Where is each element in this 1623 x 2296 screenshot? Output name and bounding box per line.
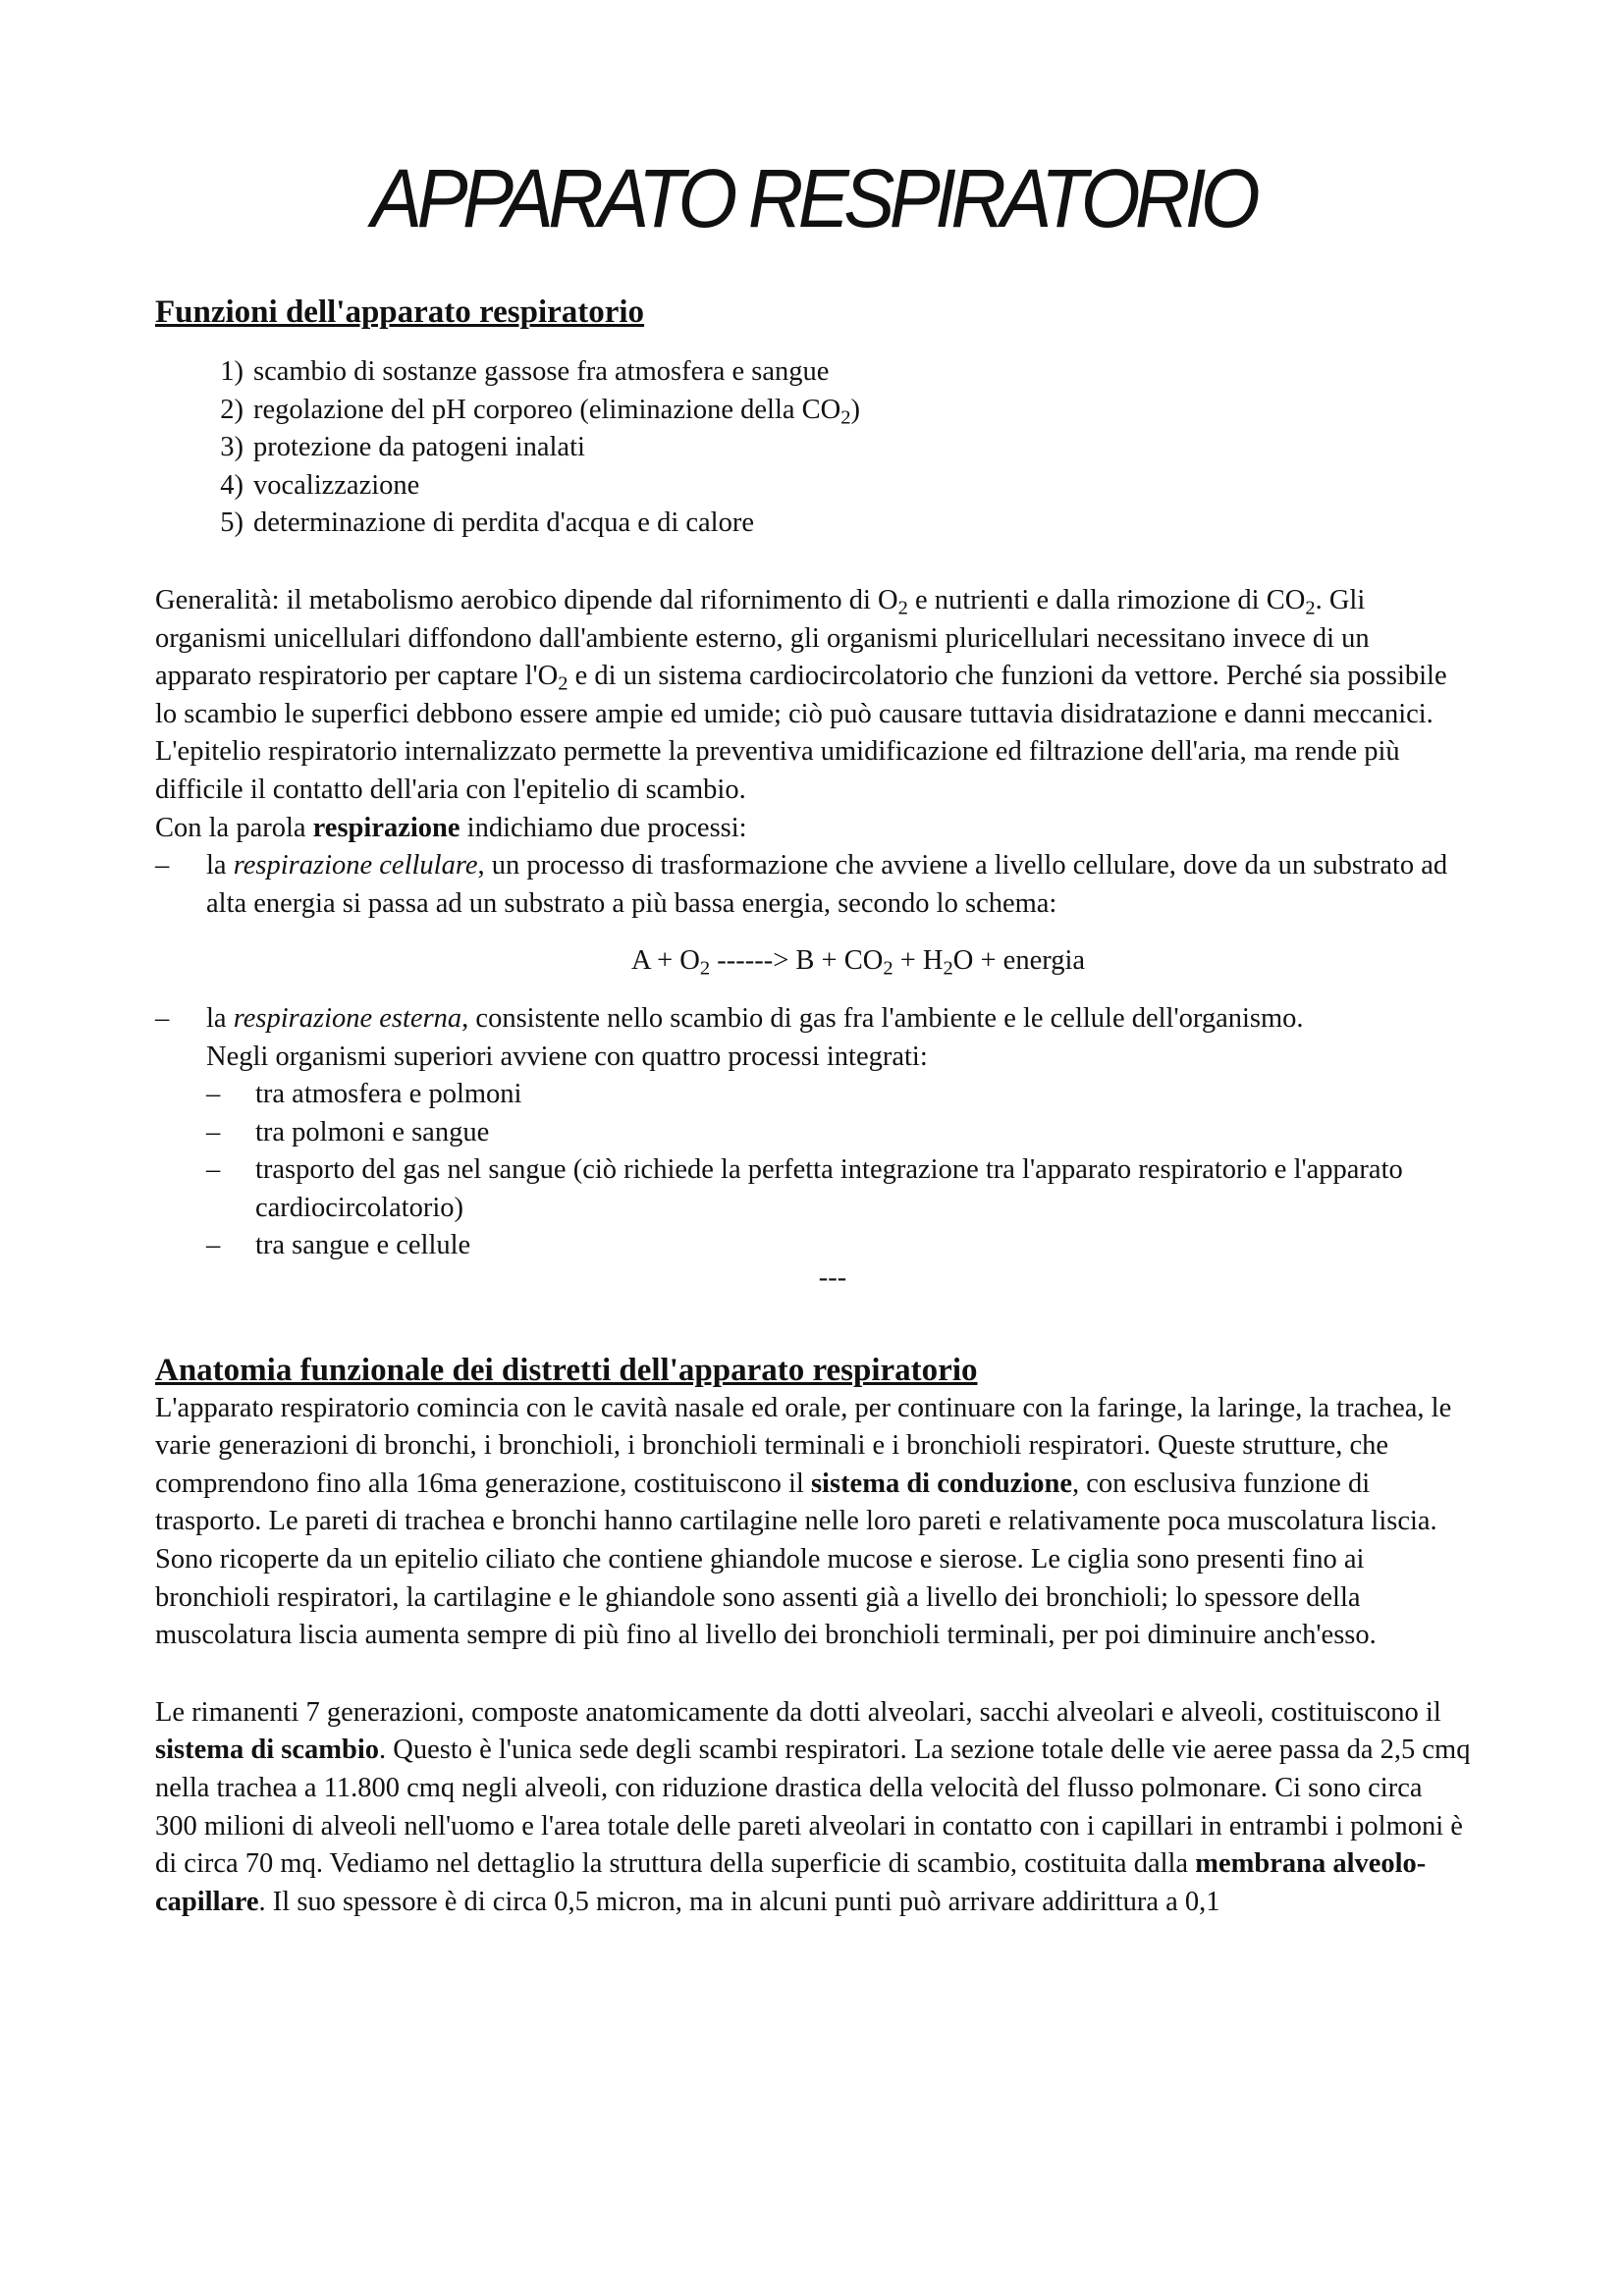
paragraph-generalita: Generalità: il metabolismo aerobico dipende dal rifornimento di $O_2$ e nutrienti e dalla rimozione di $CO_2$. Gli organismi unicellulari diffondono dall'ambiente esterno, gli organismi pluricellulari necessitano invece di un apparato respiratorio per captare $l'O_2$ e di un sistema cardiocircolatorio che funzioni da vettore. Perché sia possibile lo scambio le superfici debbono essere ampie ed umide; ciò può causare tuttavia disidratazione e danni meccanici. L'epitelio respiratorio internalizzato permette la preventiva umidificazione ed filtrazione dell'aria, ma rende più difficile il contatto dell'aria con l'epitelio di scambio. [155, 584, 1447, 805]
section-heading-anatomia: Anatomia funzionale dei distretti dell'apparato respiratorio [155, 1352, 978, 1388]
list-item-respirazione-esterna: – la respirazione esterna, consistente nello scambio di gas fra l'ambiente e le cellule dell'organismo. Negli organismi superiori avviene con quattro processi integrati: – tra atmosfera e polmoni – tra polmoni e sangue – trasporto del gas nel sangue (ciò richiede la perfetta integrazione tra l'apparato respiratorio e l'apparato cardiocircolatorio) – tra sangue e cellule [155, 1000, 1471, 1265]
section-heading-funzioni: Funzioni dell'apparato respiratorio [155, 294, 645, 330]
paragraph-sistema-conduzione: L'apparato respiratorio comincia con le cavità nasale ed orale, per continuare con la faringe, la laringe, la trachea, le varie generazioni di bronchi, i bronchioli, i bronchioli terminali e i bronchioli respiratori. Queste strutture, che comprendono fino alla 16ma generazione, costituiscono il sistema di conduzione, con esclusiva funzione di trasporto. Le pareti di trachea e bronchi hanno cartilagine nelle loro pareti e relativamente poca muscolatura liscia. Sono ricoperte da un epitelio ciliato che contiene ghiandole mucose e sierose. Le ciglia sono presenti fino ai bronchioli respiratori, la cartilagine e le ghiandole sono assenti già a livello dei bronchioli; lo spessore della muscolatura liscia aumenta sempre di più fino al livello dei bronchioli terminali, per poi diminuire anch'esso. [155, 1392, 1452, 1651]
list-item: – tra atmosfera e polmoni [206, 1079, 522, 1110]
paragraph-respirazione-intro: Con la parola respirazione indichiamo due processi: [155, 812, 747, 843]
list-item: – tra polmoni e sangue [206, 1116, 490, 1148]
list-item: 2) regolazione del pH corporeo (eliminazione della $CO_2$) [220, 394, 861, 429]
list-item: 4) vocalizzazione [220, 469, 420, 501]
list-item-respirazione-cellulare: – la respirazione cellulare, un processo di trasformazione che avviene a livello cellulare, dove da un substrato ad alta energia si passa ad un substrato a più bassa energia, secondo lo schema: $A + O_2$ ------> $B + CO_2 + H_2O$ + energia [155, 847, 1471, 981]
paragraph-sistema-scambio: Le rimanenti 7 generazioni, composte anatomicamente da dotti alveolari, sacchi alveolari e alveoli, costituiscono il sistema di scambio. Questo è l'unica sede degli scambi respiratori. La sezione totale delle vie aeree passa da 2,5 cmq nella trachea a 11.800 cmq negli alveoli, con riduzione drastica della velocità del flusso polmonare. Ci sono circa 300 milioni di alveoli nell'uomo e l'area totale delle pareti alveolari in contatto con i capillari in entrambi i polmoni è di circa 70 mq. Vediamo nel dettaglio la struttura della superficie di scambio, costituita dalla membrana alveolo-capillare. Il suo spessore è di circa 0,5 micron, ma in alcuni punti può arrivare addirittura a 0,1 [155, 1696, 1471, 1917]
document-title: APPARATO RESPIRATORIO [370, 152, 1256, 244]
list-item: 5) determinazione di perdita d'acqua e di calore [220, 507, 754, 539]
list-item: 1) scambio di sostanze gassose fra atmosfera e sangue [220, 356, 830, 387]
document-page [155, 137, 1471, 1921]
processi-integrati-list [206, 1076, 1471, 1265]
list-item: – tra sangue e cellule [206, 1230, 471, 1261]
section-separator: --- [818, 1262, 847, 1294]
formula: $A + O_2$ ------> $B + CO_2 + H_2O$ + energia [630, 945, 1086, 981]
functions-list [155, 353, 1471, 543]
list-item: 3) protezione da patogeni inalati [220, 432, 585, 463]
list-item: – trasporto del gas nel sangue (ciò richiede la perfetta integrazione tra l'apparato respiratorio e l'apparato cardiocircolatorio) [206, 1154, 1403, 1223]
respirazione-list [155, 847, 1471, 1265]
respirazione-esterna-note: Negli organismi superiori avviene con quattro processi integrati: [206, 1041, 928, 1072]
